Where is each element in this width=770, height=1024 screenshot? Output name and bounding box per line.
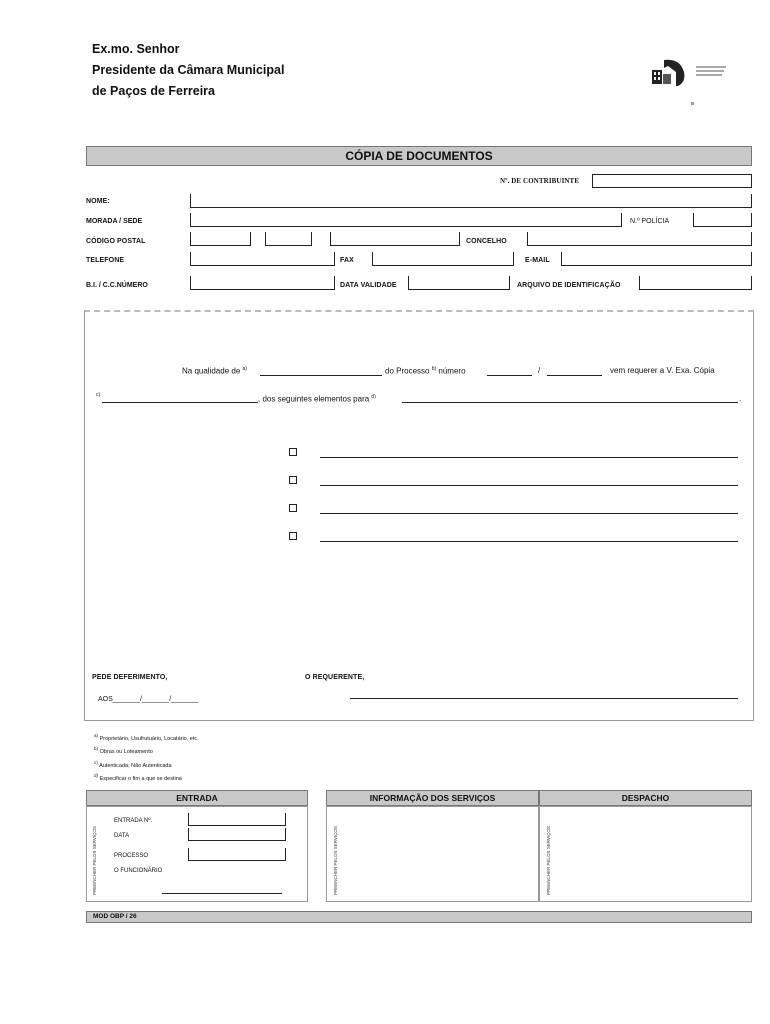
processo-text: do Processo $^{b)}$ número xyxy=(385,366,466,376)
element-line-4[interactable] xyxy=(320,541,738,542)
aos-date[interactable]: AOS_______/_______/_______ xyxy=(98,696,199,703)
element-line-2[interactable] xyxy=(320,485,738,486)
despacho-vertical-label: PREENCHER PELOS SERVIÇOS xyxy=(546,826,551,895)
funcionario-label: O FUNCIONÁRIO xyxy=(114,868,163,874)
fax-field[interactable] xyxy=(372,252,514,266)
arquivo-label: ARQUIVO DE IDENTIFICAÇÃO xyxy=(517,282,621,289)
concelho-label: CONCELHO xyxy=(466,238,507,245)
nome-field[interactable] xyxy=(190,194,752,208)
concelho-field[interactable] xyxy=(527,232,752,246)
processo-label: PROCESSO xyxy=(114,853,149,859)
arquivo-field[interactable] xyxy=(639,276,752,290)
vem-requerer-text: vem requerer a V. Exa. Cópia xyxy=(610,366,715,375)
footnote-c-ref: c) xyxy=(96,392,101,398)
entrada-header: ENTRADA xyxy=(86,790,308,806)
element-checkbox-4[interactable] xyxy=(289,532,297,540)
qualidade-line[interactable] xyxy=(260,375,382,376)
email-label: E-MAIL xyxy=(525,257,550,264)
bi-label: B.I. / C.C.NÚMERO xyxy=(86,282,148,289)
numero-slash: / xyxy=(538,366,541,375)
despacho-section[interactable] xyxy=(539,806,752,902)
recipient-line-1: Ex.mo. Senhor xyxy=(92,42,180,56)
element-checkbox-1[interactable] xyxy=(289,448,297,456)
codigo-postal-field-1[interactable] xyxy=(190,232,251,246)
copia-tipo-line[interactable] xyxy=(102,402,258,403)
logo-dot xyxy=(691,102,694,105)
entrada-n-field[interactable] xyxy=(188,813,286,826)
codigo-postal-label: CÓDIGO POSTAL xyxy=(86,238,146,245)
informacao-vertical-label: PREENCHER PELOS SERVIÇOS xyxy=(333,826,338,895)
morada-field[interactable] xyxy=(190,213,622,227)
contribuinte-label: Nº. DE CONTRIBUINTE xyxy=(500,177,580,185)
logo-wordmark xyxy=(696,66,726,76)
seguintes-text: , dos seguintes elementos para $^{d)}$ xyxy=(258,394,376,404)
note-d: $^{d)}$ Especificar o fim a que se destina xyxy=(94,773,182,782)
email-field[interactable] xyxy=(561,252,752,266)
nome-label: NOME: xyxy=(86,198,110,205)
recipient-line-3: de Paços de Ferreira xyxy=(92,84,215,98)
despacho-header: DESPACHO xyxy=(539,790,752,806)
footnote-b-ref: b) xyxy=(431,366,437,372)
element-line-3[interactable] xyxy=(320,513,738,514)
pede-deferimento: PEDE DEFERIMENTO, xyxy=(92,674,168,681)
note-a: $^{a)}$ Proprietário, Usufrutuário, Locatário, etc. xyxy=(94,733,199,742)
policia-label: N.º POLÍCIA xyxy=(630,218,670,225)
data-validade-label: DATA VALIDADE xyxy=(340,282,397,289)
data-validade-field[interactable] xyxy=(408,276,510,290)
codigo-postal-field-2[interactable] xyxy=(265,232,312,246)
funcionario-signature-line[interactable] xyxy=(162,893,282,894)
municipality-logo xyxy=(650,58,690,88)
entrada-vertical-label: PREENCHER PELOS SERVIÇOS xyxy=(92,826,97,895)
contribuinte-field[interactable] xyxy=(592,174,752,188)
element-checkbox-3[interactable] xyxy=(289,504,297,512)
data-field[interactable] xyxy=(188,828,286,841)
telefone-label: TELEFONE xyxy=(86,257,125,264)
data-label: DATA xyxy=(114,833,130,839)
period: . xyxy=(739,394,742,403)
element-line-1[interactable] xyxy=(320,457,738,458)
form-model-code: MOD OBP / 26 xyxy=(86,911,752,923)
ano-line[interactable] xyxy=(547,375,602,376)
entrada-n-label: ENTRADA Nº. xyxy=(114,818,153,824)
footnote-d-ref: d) xyxy=(371,394,376,400)
fim-line[interactable] xyxy=(402,402,738,403)
footnote-a-ref: a) xyxy=(242,366,247,372)
localidade-field[interactable] xyxy=(330,232,460,246)
note-b: $^{b)}$ Obras ou Loteamento xyxy=(94,746,153,755)
note-c: $^{c)}$ Autenticada; Não Autenticada xyxy=(94,760,172,769)
bi-field[interactable] xyxy=(190,276,335,290)
numero-line[interactable] xyxy=(487,375,532,376)
informacao-header: INFORMAÇÃO DOS SERVIÇOS xyxy=(326,790,539,806)
recipient-line-2: Presidente da Câmara Municipal xyxy=(92,63,285,77)
qualidade-text: Na qualidade de $^{a)}$ xyxy=(182,366,247,376)
informacao-section[interactable] xyxy=(326,806,539,902)
signature-line[interactable] xyxy=(350,698,738,699)
morada-label: MORADA / SEDE xyxy=(86,218,143,225)
element-checkbox-2[interactable] xyxy=(289,476,297,484)
telefone-field[interactable] xyxy=(190,252,335,266)
requerente-label: O REQUERENTE, xyxy=(305,674,365,681)
processo-field[interactable] xyxy=(188,848,286,861)
fax-label: FAX xyxy=(340,257,354,264)
form-title: CÓPIA DE DOCUMENTOS xyxy=(86,146,752,166)
policia-field[interactable] xyxy=(693,213,752,227)
